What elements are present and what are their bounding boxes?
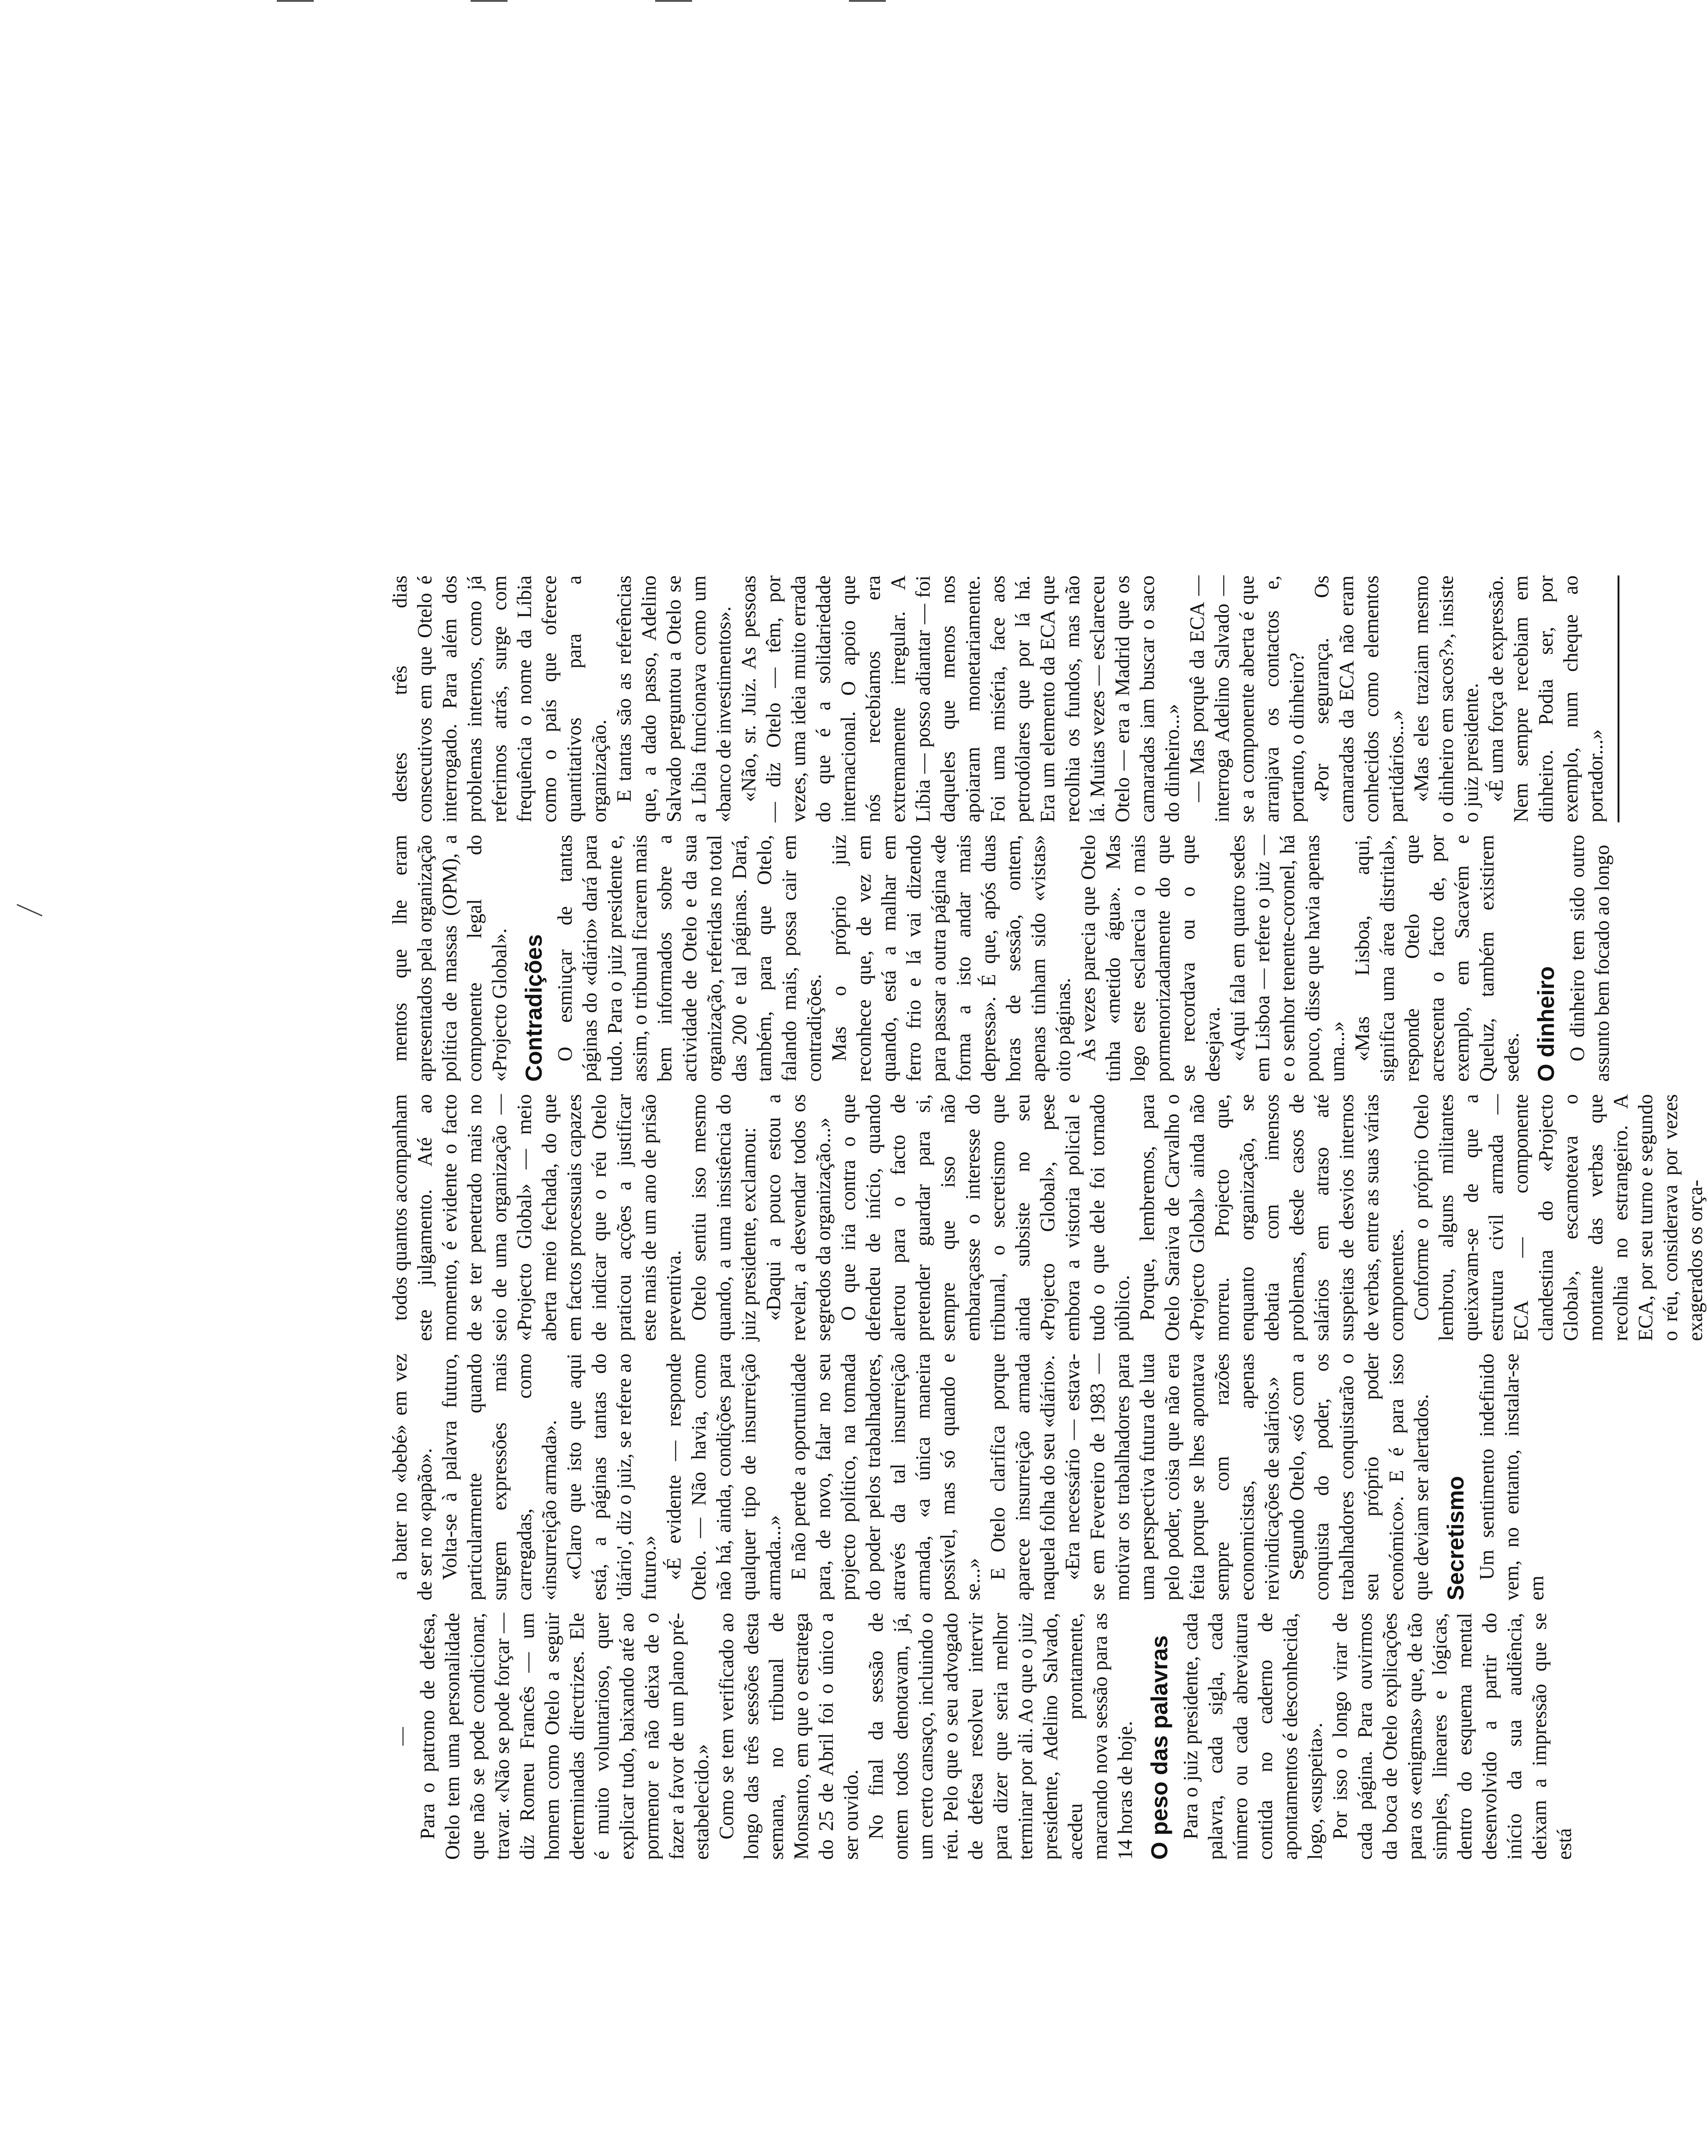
article-paragraph: a bater no «bebé» em vez de ser no «papão».: [388, 1353, 436, 1600]
scan-edge-mark: [277, 0, 314, 2]
article-paragraph: Segundo Otelo, «só com a conquista do poder, os trabalhadores conquistarão o seu próprio poder económico». E é para isso que deviam ser alertados.: [1285, 1353, 1433, 1600]
article-paragraph: Como se tem verificado ao longo das três sessões desta semana, no tribunal de Monsanto, em que o estratega do 25 de Abril foi o único a ser ouvido.: [715, 1613, 862, 1860]
article-paragraph: E tantas são as referências que, a dado passo, Adelino Salvado perguntou a Otelo se a Líbia funcionava como um «banco de investimentos».: [613, 575, 735, 822]
end-rule: [1618, 575, 1619, 822]
article-column-1: [388, 1613, 1576, 1860]
article-paragraph: Mas o próprio juiz reconhece que, de vez em quando, está a malhar em ferro frio e lá vai dizendo para passar a outra página «de forma a isto andar mais depressa». É que, após duas horas de sessão, ontem, apenas tinham sido «vistas» oito páginas.: [828, 835, 1075, 1082]
article-paragraph: Um sentimento indefinido vem, no entanto, instalar-se em: [1475, 1353, 1548, 1600]
article-paragraph: destes três dias consecutivos em que Otelo é interrogado. Para além dos problemas internos, como já referimos atrás, surge com frequência o nome da Líbia como o país que oferece quantitativos para a organização.: [388, 575, 610, 822]
article-paragraph: O dinheiro tem sido outro assunto bem focado ao longo: [1566, 835, 1613, 1082]
article-paragraph: «Claro que isto que aqui está, a páginas tantas do 'diário', diz o juiz, se refere ao futuro.»: [563, 1353, 660, 1600]
article-paragraph: Porque, lembremos, para Otelo Saraiva de Carvalho o «Projecto Global» ainda não morreu. Projecto que, enquanto organização, se debatia com imensos problemas, desde casos de salários em atraso até suspeitas de desvios internos de verbas, entre as suas várias componentes.: [1136, 1094, 1408, 1341]
article-paragraph: Otelo sentiu isso mesmo quando, a uma insistência do juiz presidente, exclamou:: [687, 1094, 760, 1341]
separator-dash: —: [391, 1727, 412, 1746]
scan-edge-mark: [471, 0, 508, 2]
article-paragraph: E não perde a oportunidade para, de novo, falar no seu projecto político, na tomada do poder pelos trabalhadores, através da tal insurreição armada, «a única maneira possível, mas só quando e se...»: [787, 1353, 984, 1600]
article-column-3: [388, 1094, 1707, 1341]
article-paragraph: «É uma força de expressão. Nem sempre recebiam em dinheiro. Podia ser, por exemplo, num cheque ao portador...»: [1485, 575, 1607, 822]
article-paragraph: Às vezes parecia que Otelo tinha «metido água». Mas logo este esclarecia o mais pormenorizadamente do que se recordava ou o que desejava.: [1077, 835, 1224, 1082]
article-paragraph: Volta-se à palavra futuro, particularmente quando surgem expressões mais carregadas, como «insurreição armada».: [438, 1353, 561, 1600]
article-column-6: [388, 316, 1333, 563]
article-paragraph: «Mas eles traziam mesmo o dinheiro em sacos?», insiste o juiz presidente.: [1410, 575, 1482, 822]
article-paragraph: «Aqui fala em quatro sedes em Lisboa — refere o juiz — e o senhor tenente-coronel, há pouco, disse que havia apenas uma...»: [1226, 835, 1349, 1082]
article-paragraph: Por isso o longo virar de cada página. Para ouvirmos da boca de Otelo explicações para os «enigmas» que, de tão simples, lineares e lógicas, dentro do esquema mental desenvolvido a partir do início da sua audiência, deixam a impressão que se está: [1329, 1613, 1576, 1860]
article-paragraph: todos quantos acompanham este julgamento. Até ao momento, é evidente o facto de se ter penetrado mais no seio de uma organização — «Projecto Global» — meio aberta meio fechada, do que em factos processuais capazes de indicar que o réu Otelo praticou acções a justificar este mais de um ano de prisão preventiva.: [388, 1094, 685, 1341]
article-paragraph: «Daqui a pouco estou a revelar, a desvendar todos os segredos da organização...»: [762, 1094, 835, 1341]
article-paragraph: Conforme o próprio Otelo lembrou, alguns militantes queixavam-se de que a estrutura civil armada — ECA — componente clandestina do «Projecto Global», escamoteava o montante das verbas que recolhia no estrangeiro. A ECA, por seu turno e segundo o réu, considerava por vezes exagerados os orça-: [1410, 1094, 1707, 1341]
article-paragraph: «Por segurança. Os camaradas da ECA não eram conhecidos como elementos partidários...»: [1310, 575, 1408, 822]
article-column-2: [388, 1353, 1548, 1600]
scan-edge-marks: [277, 0, 1015, 5]
section-heading: Contradições: [521, 934, 547, 1082]
article-paragraph: mentos que lhe eram apresentados pela organização política de massas (OPM), a componente legal do «Projecto Global».: [388, 835, 511, 1082]
scan-margin-mark: [13, 904, 42, 925]
article-column-4: [388, 835, 1613, 1082]
article-paragraph: «Não, sr. Juiz. As pessoas — diz Otelo — têm, por vezes, uma ideia muito errada do que é a solidariedade internacional. O apoio que nós recebíamos era extremamente irregular. A Líbia — posso adiantar — foi daqueles que menos nos apoiaram monetariamente. Foi uma miséria, face aos petrodólares que por lá há. Era um elemento da ECA que recolhia os fundos, mas não lá. Muitas vezes — esclareceu Otelo — era a Madrid que os camaradas iam buscar o saco do dinheiro...»: [737, 575, 1183, 822]
rotated-article: [388, 318, 1707, 1860]
article-paragraph: «Era necessário — estava-se em Fevereiro de 1983 — motivar os trabalhadores para uma perspectiva futura de luta pelo poder, coisa que não era feita porque se lhes apontava sempre com razões economicistas, apenas reivindicações de salários.»: [1061, 1353, 1283, 1600]
article-paragraph: E Otelo clarifica porque aparece insurreição armada naquela folha do seu «diário».: [986, 1353, 1059, 1600]
article-paragraph: No final da sessão de ontem todos denotavam, já, um certo cansaço, incluindo o réu. Pelo que o seu advogado de defesa resolveu intervir para dizer que seria melhor terminar por ali. Ao que o juiz presidente, Adelino Salvado, acedeu prontamente, marcando nova sessão para as 14 horas de hoje.: [865, 1613, 1136, 1860]
article-paragraph: Para o patrono de defesa, Otelo tem uma personalidade que não se pode condicionar, travar. «Não se pode forçar — diz Romeu Francês — um homem como Otelo a seguir determinadas directrizes. Ele é muito voluntarioso, quer explicar tudo, baixando até ao pormenor e não deixa de o fazer a favor de um plano pré-estabelecido.»: [416, 1613, 713, 1860]
section-heading: O dinheiro: [1533, 966, 1559, 1082]
article-paragraph: «É evidente — responde Otelo. — Não havia, como não há, ainda, condições para qualquer tipo de insurreição armada...»: [663, 1353, 785, 1600]
scan-edge-mark: [655, 0, 692, 2]
article-paragraph: O que iria contra o que defendeu de início, quando alertou para o facto de pretender guardar para si, sempre que isso não embaraçasse o interesse do tribunal, o secretismo que ainda subsiste no seu «Projecto Global», pese embora a vistoria policial e tudo o que dele foi tornado público.: [837, 1094, 1134, 1341]
article-paragraph: O esmiuçar de tantas páginas do «diário» dará para tudo. Para o juiz presidente e, assim, o tribunal ficarem mais bem informados sobre a actividade de Otelo e da sua organização, referidas no total das 200 e tal páginas. Dará, também, para que Otelo, falando mais, possa cair em contradições.: [554, 835, 825, 1082]
section-heading: Secretismo: [1443, 1476, 1469, 1600]
article-column-5: [388, 575, 1607, 822]
article-paragraph: — Mas porquê da ECA — interroga Adelino Salvado — se a componente aberta é que arranjava os contactos e, portanto, o dinheiro?: [1186, 575, 1308, 822]
article-paragraph: «Mas Lisboa, aqui, significa uma área distrital», responde Otelo que acrescenta o facto de, por exemplo, em Sacavém e Queluz, também existirem sedes.: [1351, 835, 1523, 1082]
scan-edge-mark: [849, 0, 886, 2]
section-heading: O peso das palavras: [1147, 1635, 1172, 1860]
article-paragraph: Para o juiz presidente, cada palavra, cada sigla, cada número ou cada abreviatura contida no caderno de apontamentos é desconhecida, logo, «suspeita».: [1179, 1613, 1326, 1860]
